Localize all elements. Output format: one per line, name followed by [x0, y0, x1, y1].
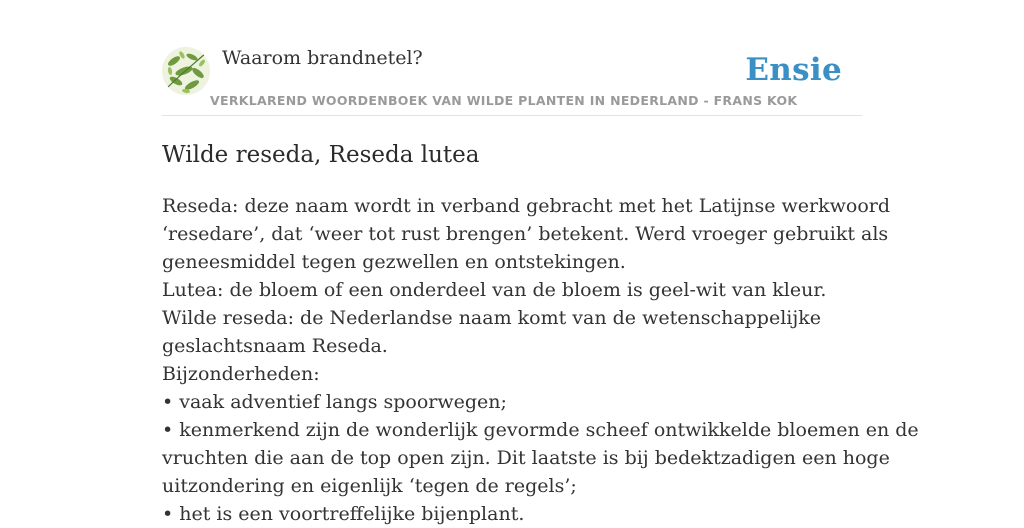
article-line: • vaak adventief langs spoorwegen;	[162, 391, 507, 413]
brand-logo[interactable]: Ensie	[745, 52, 842, 88]
blog-title[interactable]: Waarom brandnetel?	[222, 47, 423, 69]
article-line: Bijzonderheden:	[162, 363, 320, 385]
article-line: geslachtsnaam Reseda.	[162, 335, 388, 357]
article-line: vruchten die aan de top open zijn. Dit laatste is bij bedektzadigen een hoge	[162, 447, 890, 469]
article-line: • kenmerkend zijn de wonderlijk gevormde scheef ontwikkelde bloemen en de	[162, 419, 919, 441]
article-line: Reseda: deze naam wordt in verband gebracht met het Latijnse werkwoord	[162, 195, 891, 217]
article-line: • het is een voortreffelijke bijenplant.	[162, 503, 525, 525]
header-divider	[162, 115, 862, 116]
article-line: ‘resedare’, dat ‘weer tot rust brengen’ betekent. Werd vroeger gebruikt als	[162, 223, 889, 245]
article-line: Wilde reseda: de Nederlandse naam komt van de wetenschappelijke	[162, 307, 822, 329]
leaf-illustration-icon	[162, 47, 210, 95]
article-line: geneesmiddel tegen gezwellen en ontstekingen.	[162, 251, 626, 273]
article-line: Lutea: de bloem of een onderdeel van de bloem is geel-wit van kleur.	[162, 279, 827, 301]
article-title: Wilde reseda, Reseda lutea	[162, 142, 480, 168]
source-subtitle[interactable]: VERKLAREND WOORDENBOEK VAN WILDE PLANTEN IN NEDERLAND - FRANS KOK	[210, 93, 798, 108]
article-body	[162, 192, 919, 528]
article-line: uitzondering en eigenlijk ‘tegen de regels’;	[162, 475, 577, 497]
avatar[interactable]	[162, 47, 210, 95]
